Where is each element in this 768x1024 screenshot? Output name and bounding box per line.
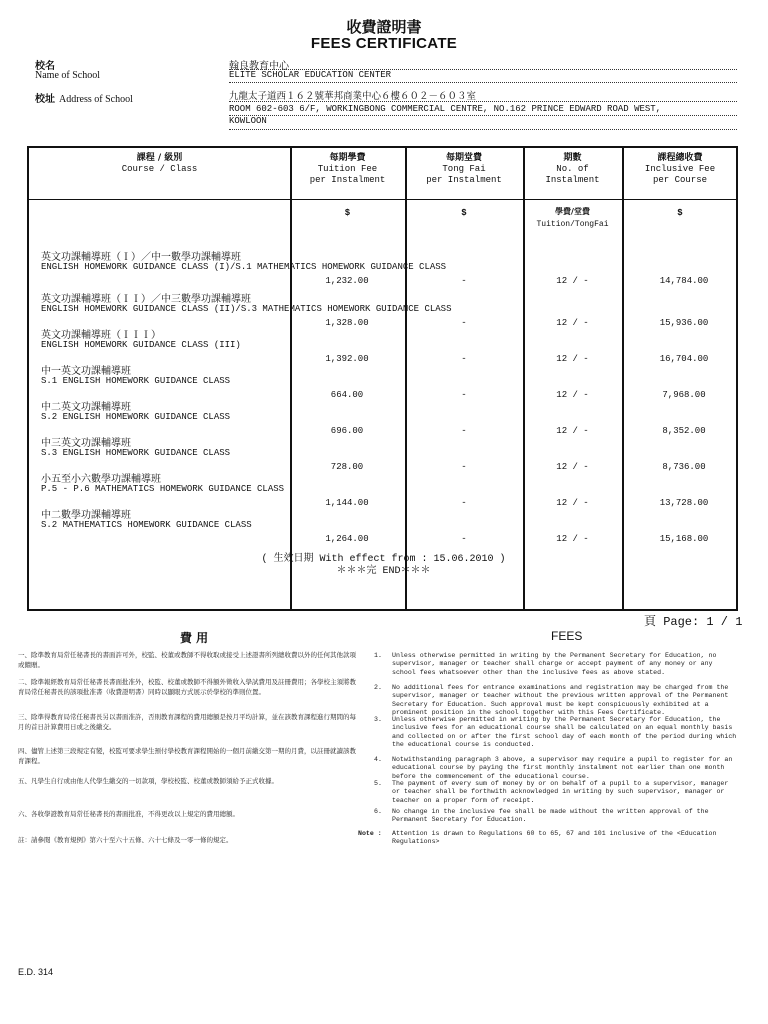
tuition-fee-cell: 664.00 (330, 390, 364, 400)
tong-fai-cell: - (461, 462, 467, 472)
tuition-fee-cell: 1,144.00 (325, 498, 369, 508)
course-name-en: S.2 ENGLISH HOMEWORK GUIDANCE CLASS (41, 412, 231, 422)
course-name-en: S.2 MATHEMATICS HOMEWORK GUIDANCE CLASS (41, 520, 252, 530)
tuition-fee-cell: 1,264.00 (325, 534, 369, 544)
inclusive-fee-cell: 16,704.00 (659, 354, 709, 364)
note-en-text: No additional fees for entrance examinations and registration may be charged from the supervisor, manager or teacher without the previous written approval of the Permanent Secretary for Education. Such approval must be kept conspicuously exhibited at a prominent position in the school together with this Fees Certificate. (392, 684, 729, 717)
school-address-en-line1: ROOM 602-603 6/F, WORKINGBONG COMMERCIAL CENTRE, NO.162 PRINCE EDWARD ROAD WEST, (229, 104, 662, 114)
inclusive-fee-cell: 15,168.00 (659, 534, 709, 544)
tong-fai-cell: - (461, 354, 467, 364)
school-name-label-zh: 校名 (35, 61, 55, 72)
dotted-line (229, 101, 737, 102)
title-chinese: 收費證明書 (346, 18, 422, 36)
tuition-fee-cell: 728.00 (330, 462, 364, 472)
instalment-cell: 12 / - (556, 534, 589, 544)
note-zh-item: 三、除準得教育局常任秘書長另以書面准許，否則教育課程的費用總額是按月平均計算，並在該教育課程進行期間的每月的首日計算費用日或之後繳交。 (18, 713, 356, 731)
tong-fai-cell: - (461, 276, 467, 286)
course-name-zh: 中二數學功課輔導班 (41, 510, 131, 521)
note-en-text: Notwithstanding paragraph 3 above, a supervisor may require a pupil to register for an educational course by paying the first monthly instalment not earlier than one month before the commencement of the educational course. (392, 756, 733, 780)
header-inclusive: 課程總收費 Inclusive Fee per Course (644, 153, 716, 185)
course-name-zh: 中二英文功課輔導班 (41, 402, 131, 413)
tong-fai-cell: - (461, 498, 467, 508)
tong-fai-cell: - (461, 426, 467, 436)
tuition-fee-cell: 1,328.00 (325, 318, 369, 328)
inclusive-fee-cell: 7,968.00 (662, 390, 706, 400)
instalment-cell: 12 / - (556, 462, 589, 472)
school-address-en-line2: KOWLOON (229, 116, 267, 126)
note-en-number: 3. (374, 716, 382, 723)
note-en-number: 1. (374, 652, 382, 659)
dotted-line (229, 129, 737, 130)
unit-instalment: 學費/堂費 Tuition/TongFai (536, 207, 609, 229)
unit-inclusive: $ (677, 208, 683, 218)
title-english: FEES CERTIFICATE (310, 35, 458, 52)
note-en-text: Unless otherwise permitted in writing by the Permanent Secretary for Education, the inclusive fees for an educational course shall be calculated on an equal monthly basis and collected on or after the first school day of each month of the period during which the educational course is conducted. (392, 716, 737, 749)
note-en-number: 2. (374, 684, 382, 691)
note-en-number: 6. (374, 808, 382, 815)
unit-tongfai: $ (461, 208, 467, 218)
note-en-text: No change in the inclusive fee shall be made without the written approval of the Permanent Secretary for Education. (392, 808, 709, 824)
note-zh-item: 六、各收學證教育局常任秘書長的書面批准，不得更改以上規定的費用總額。 (18, 810, 239, 818)
dotted-line (229, 115, 737, 116)
form-code: E.D. 314 (18, 967, 54, 977)
tong-fai-cell: - (461, 318, 467, 328)
course-name-zh: 英文功課輔導班（ＩＩＩ） (41, 330, 161, 341)
note-zh-item: 四、儘管上述第三段規定有變，校監可要求學生預付學校教育課程開始的一個月前繳交第一期的月費，以註冊就讀該教育課程。 (18, 747, 356, 765)
instalment-cell: 12 / - (556, 276, 589, 286)
school-name-label-en: Name of School (35, 70, 100, 81)
course-name-zh: 中一英文功課輔導班 (41, 366, 131, 377)
fees-table (27, 146, 738, 611)
note-zh-item: 二、除準報經教育局常任秘書長書面批准外，校監、校董或教師不得額外徵收入學試費用及註冊費用；各學校主須將教育局常任秘書長的該項批准書（收費證明書）同時以顯眼方式展示於學校的準則位置。 (18, 678, 356, 696)
instalment-cell: 12 / - (556, 426, 589, 436)
note-zh-item: 五、凡學生自行或由他人代學生繳交的一切款項，學校校監、校董或教師須給予正式收據。 (18, 777, 278, 785)
note-label: Note : (358, 830, 382, 837)
course-name-zh: 英文功課輔導班（ＩＩ）／中三數學功課輔導班 (41, 294, 251, 305)
instalment-cell: 12 / - (556, 390, 589, 400)
inclusive-fee-cell: 15,936.00 (659, 318, 709, 328)
instalment-cell: 12 / - (556, 318, 589, 328)
inclusive-fee-cell: 14,784.00 (659, 276, 709, 286)
note-en-text: Unless otherwise permitted in writing by the Permanent Secretary for Education, no supervisor, manager or teacher shall charge or accept payment of any money or any school fees whatsoever other than the inclusive fees as above stated. (392, 652, 717, 676)
course-name-en: P.5 - P.6 MATHEMATICS HOMEWORK GUIDANCE CLASS (41, 484, 285, 494)
school-name-zh: 翰良教育中心 (229, 61, 289, 72)
course-name-en: ENGLISH HOMEWORK GUIDANCE CLASS (III) (41, 340, 241, 350)
header-divider (29, 199, 736, 200)
school-name-en: ELITE SCHOLAR EDUCATION CENTER (229, 70, 392, 80)
address-label-zh: 校址 (35, 94, 55, 105)
effect-date: ( 生效日期 With effect from : 15.06.2010 ) (261, 554, 506, 565)
header-instalment: 期數 No. of Instalment (545, 153, 600, 185)
note-zh-item: 註：請參閱《教育規例》第六十至六十五條、六十七條及一零一條的規定。 (18, 836, 233, 844)
inclusive-fee-cell: 8,736.00 (662, 462, 706, 472)
course-name-en: ENGLISH HOMEWORK GUIDANCE CLASS (II)/S.3 MATHEMATICS HOMEWORK GUIDANCE CLASS (41, 304, 452, 314)
instalment-cell: 12 / - (556, 498, 589, 508)
header-course: 課程 / 級別 Course / Class (121, 153, 198, 174)
note-en-number: 5. (374, 780, 382, 787)
course-name-en: S.1 ENGLISH HOMEWORK GUIDANCE CLASS (41, 376, 231, 386)
inclusive-fee-cell: 13,728.00 (659, 498, 709, 508)
instalment-cell: 12 / - (556, 354, 589, 364)
fees-heading-en: FEES (551, 629, 583, 643)
course-name-zh: 英文功課輔導班（Ｉ）／中一數學功課輔導班 (41, 252, 241, 263)
dotted-line (229, 82, 737, 83)
note-zh-item: 一、除準教育局常任秘書長的書面許可外，校監、校董或教師不得收取或接受上述證書所列總收費以外的任何其他款項或饋贈。 (18, 651, 356, 669)
tuition-fee-cell: 696.00 (330, 426, 364, 436)
unit-tuition: $ (344, 208, 351, 218)
note-text: Attention is drawn to Regulations 60 to 65, 67 and 101 inclusive of the <Education Regulations> (392, 830, 717, 846)
header-tongfai: 每期堂費 Tong Fai per Instalment (426, 153, 502, 185)
end-marker: ＊＊＊完 END＊＊＊ (336, 566, 431, 577)
inclusive-fee-cell: 8,352.00 (662, 426, 706, 436)
address-label-en: Address of School (59, 94, 133, 105)
page-number: 頁 Page: 1 / 1 (644, 615, 743, 629)
header-tuition: 每期學費 Tuition Fee per Instalment (309, 153, 386, 185)
tong-fai-cell: - (461, 390, 467, 400)
note-en-text: The payment of every sum of money by or on behalf of a pupil to a supervisor, manager or teacher shall be forthwith acknowledged in writing by such supervisor, manager or teacher on a proper form of receipt. (392, 780, 729, 804)
course-name-zh: 小五至小六數學功課輔導班 (41, 474, 161, 485)
course-name-zh: 中三英文功課輔導班 (41, 438, 131, 449)
tuition-fee-cell: 1,232.00 (325, 276, 369, 286)
school-address-zh: 九龍太子道西１６２號華邦商業中心６樓６０２－６０３室 (229, 91, 477, 102)
course-name-en: ENGLISH HOMEWORK GUIDANCE CLASS (I)/S.1 MATHEMATICS HOMEWORK GUIDANCE CLASS (41, 262, 447, 272)
course-name-en: S.3 ENGLISH HOMEWORK GUIDANCE CLASS (41, 448, 231, 458)
school-address-label (35, 89, 133, 107)
note-en-number: 4. (374, 756, 382, 763)
fees-heading-zh: 費 用 (180, 631, 209, 645)
tong-fai-cell: - (461, 534, 467, 544)
tuition-fee-cell: 1,392.00 (325, 354, 369, 364)
dotted-line (229, 69, 737, 70)
